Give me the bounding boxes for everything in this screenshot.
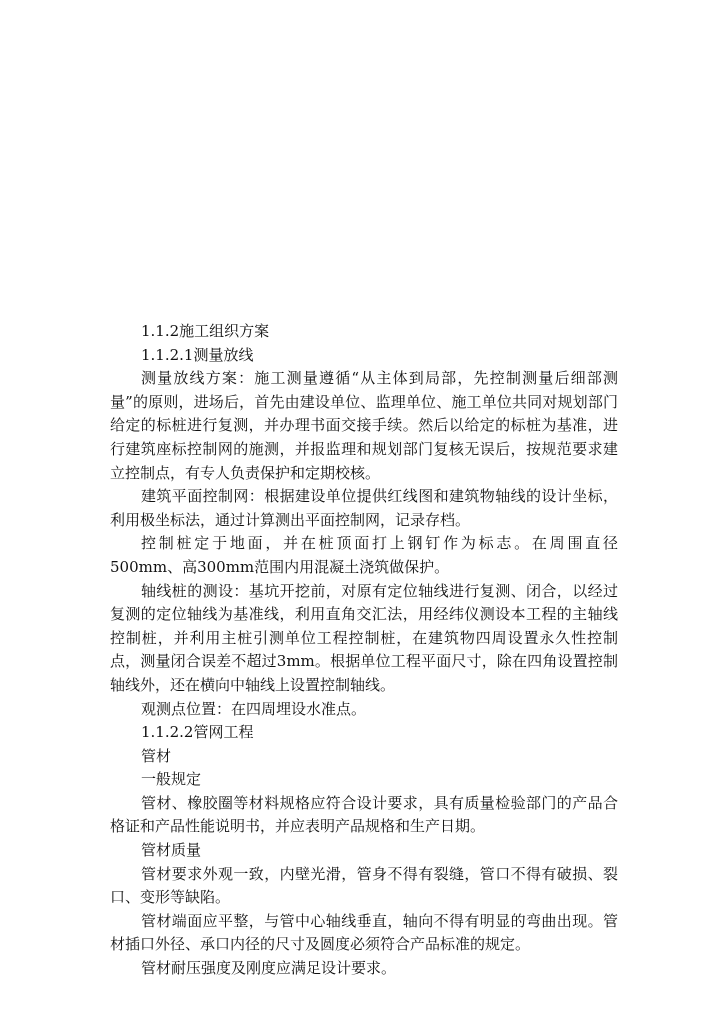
paragraph-survey-plan: 测量放线方案：施工测量遵循“从主体到局部，先控制测量后细部测量”的原则，进场后，首先由建设单位、监理单位、施工单位共同对规划部门给定的标桩进行复测，并办理书面交接手续。然后以给定的标桩为基准，进行建筑座标控制网的施测，并报监理和规划部门复核无误后，按规范要求建立控制点，有专人负责保护和定期校核。 [110,369,618,482]
document-body [110,320,618,981]
section-heading-1-1-2: 1.1.2施工组织方案 [141,322,270,340]
paragraph-axis-stake: 轴线桩的测设：基坑开挖前，对原有定位轴线进行复测、闭合，以经过复测的定位轴线为基准线，利用直角交汇法，用经纬仪测设本工程的主轴线控制桩，并利用主桩引测单位工程控制桩，在建筑物四周设置永久性控制点，测量闭合误差不超过3mm。根据单位工程平面尺寸，除在四角设置控制轴线外，还在横向中轴线上设置控制轴线。 [110,581,618,694]
heading-general-rules: 一般规定 [141,770,202,789]
paragraph-pressure-strength: 管材耐压强度及刚度应满足设计要求。 [141,959,397,978]
heading-pipe-quality: 管材质量 [141,841,202,860]
subsection-heading-1-1-2-1: 1.1.2.1测量放线 [141,345,254,364]
paragraph-appearance: 管材要求外观一致，内壁光滑，管身不得有裂缝，管口不得有破损、裂口、变形等缺陷。 [110,864,618,907]
paragraph-observation-points: 观测点位置：在四周埋设水准点。 [141,699,367,718]
subsection-heading-1-1-2-2: 1.1.2.2管网工程 [141,723,254,742]
paragraph-material-spec: 管材、橡胶圈等材料规格应符合设计要求，具有质量检验部门的产品合格证和产品性能说明书，并应表明产品规格和生产日期。 [110,793,618,836]
heading-pipe-material: 管材 [141,746,172,765]
paragraph-control-network: 建筑平面控制网：根据建设单位提供红线图和建筑物轴线的设计坐标，利用极坐标法，通过计算测出平面控制网，记录存档。 [110,487,618,529]
paragraph-end-face: 管材端面应平整，与管中心轴线垂直，轴向不得有明显的弯曲出现。管材插口外径、承口内径的尺寸及圆度必须符合产品标准的规定。 [110,911,618,954]
paragraph-control-stake: 控制桩定于地面，并在桩顶面打上钢钉作为标志。在周围直径500mm、高300mm范围内用混凝土浇筑做保护。 [110,534,618,576]
